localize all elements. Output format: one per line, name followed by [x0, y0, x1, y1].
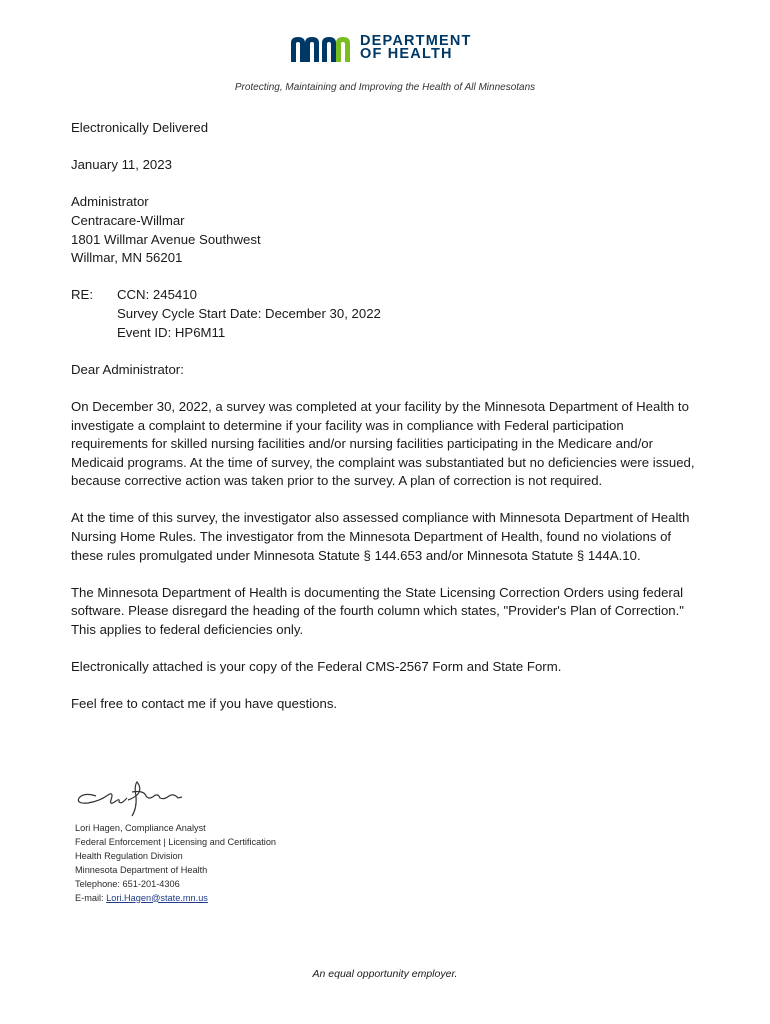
- signature-block: [75, 822, 276, 905]
- mn-logo-icon: [288, 33, 354, 63]
- logo-line-2: OF HEALTH: [360, 46, 453, 62]
- re-line-event-id: Event ID: HP6M11: [117, 324, 226, 340]
- signer-email-line: [75, 892, 276, 906]
- re-line-ccn: CCN: 245410: [117, 287, 197, 303]
- address-line: Administrator: [71, 194, 149, 210]
- paragraph-rules: At the time of this survey, the investigator also assessed compliance with Minnesota Department of Health Nursing Home Rules. The investigator from the Minnesota Department of Health, found no violations of these rules promulgated under Minnesota Statute § 144.653 and/or Minnesota Statute § 144A.10.: [71, 510, 690, 563]
- delivery-method: Electronically Delivered: [71, 120, 209, 135]
- mdh-logo: [288, 33, 472, 63]
- signer-telephone: Telephone: 651-201-4306: [75, 878, 180, 889]
- re-block: [71, 286, 699, 342]
- signature-icon: [74, 776, 184, 820]
- signer-name: Lori Hagen, Compliance Analyst: [75, 823, 206, 833]
- re-label: RE:: [71, 287, 93, 303]
- tagline: Protecting, Maintaining and Improving the Health of All Minnesotans: [234, 82, 536, 93]
- logo-wordmark: [360, 35, 472, 61]
- paragraph-attachment: Electronically attached is your copy of the Federal CMS-2567 Form and State Form.: [71, 659, 562, 675]
- re-line-survey-date: Survey Cycle Start Date: December 30, 2022: [117, 305, 381, 321]
- logo-line-1: DEPARTMENT: [360, 33, 472, 49]
- email-link[interactable]: Lori.Hagen@state.mn.us: [106, 892, 208, 903]
- signer-division: Health Regulation Division: [75, 850, 183, 861]
- signer-unit: Federal Enforcement | Licensing and Certification: [75, 836, 277, 847]
- salutation: Dear Administrator:: [71, 361, 184, 377]
- recipient-address: [71, 193, 699, 267]
- paragraph-contact: Feel free to contact me if you have questions.: [71, 696, 338, 712]
- address-line: Willmar, MN 56201: [71, 250, 183, 266]
- signer-department: Minnesota Department of Health: [75, 864, 208, 875]
- footer-text: An equal opportunity employer.: [312, 968, 458, 980]
- address-line: Centracare-Willmar: [71, 212, 185, 228]
- address-line: 1801 Willmar Avenue Southwest: [71, 231, 261, 247]
- paragraph-survey: On December 30, 2022, a survey was completed at your facility by the Minnesota Department of Health to investigate a complaint to determine if your facility was in compliance with Federal participation requirements for skilled nursing facilities and/or nursing facilities participating in the Medicare and/or Medicaid programs. At the time of survey, the complaint was substantiated but no deficiencies were issued, because corrective action was taken prior to the survey. A plan of correction is not required.: [71, 398, 695, 489]
- handwritten-signature: [74, 776, 184, 825]
- letter-date: January 11, 2023: [71, 157, 172, 173]
- paragraph-software: The Minnesota Department of Health is documenting the State Licensing Correction Orders using federal software. Please disregard the heading of the fourth column which states, "Provider's Plan of Correction." This applies to federal deficiencies only.: [71, 584, 684, 638]
- email-label: E-mail:: [75, 892, 107, 903]
- letter-body: [71, 119, 699, 714]
